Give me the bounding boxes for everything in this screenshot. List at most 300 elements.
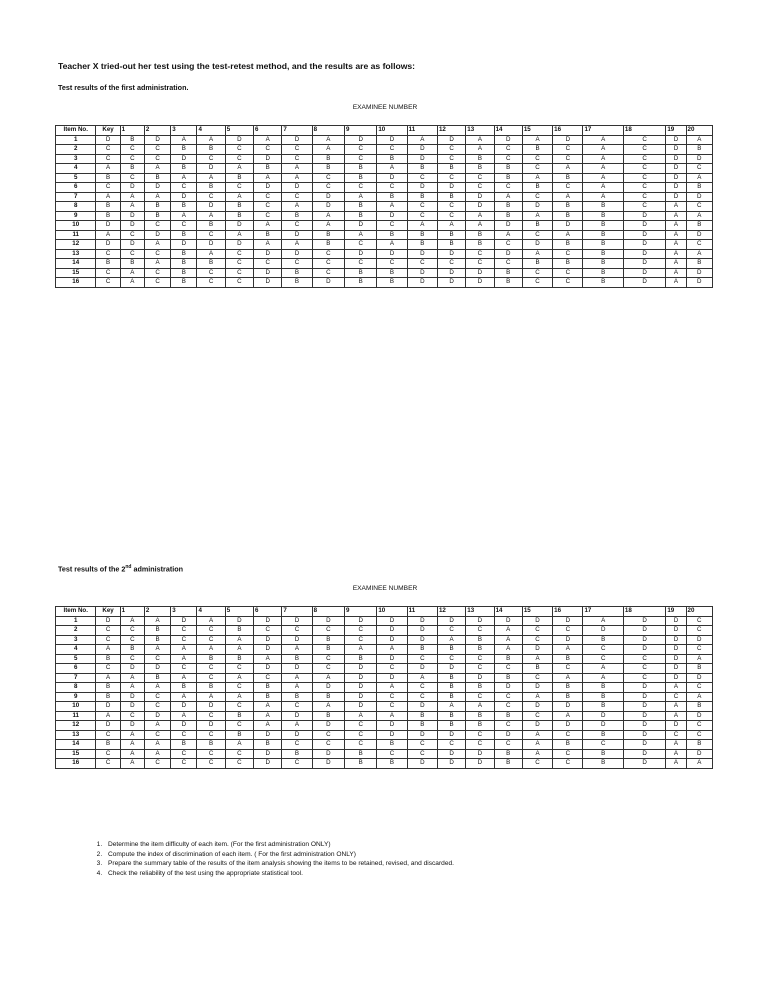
response-cell: D (623, 635, 665, 645)
response-cell: B (225, 211, 253, 221)
response-cell: C (494, 702, 522, 712)
header-key: Key (96, 126, 120, 136)
response-cell: B (171, 145, 197, 155)
response-cell: D (686, 230, 712, 240)
header-examinee: 17 (583, 126, 623, 136)
item-number-cell: 8 (56, 202, 96, 212)
response-cell: D (377, 173, 407, 183)
response-cell: D (494, 249, 522, 259)
response-cell: B (225, 711, 253, 721)
response-cell: A (144, 240, 170, 250)
item-number-cell: 1 (56, 135, 96, 145)
response-cell: D (225, 616, 253, 626)
response-cell: C (407, 740, 437, 750)
response-cell: C (144, 145, 170, 155)
response-cell: D (345, 616, 377, 626)
response-cell: D (345, 683, 377, 693)
response-cell: B (171, 683, 197, 693)
response-cell: D (666, 721, 686, 731)
response-cell: C (197, 268, 225, 278)
response-cell: C (494, 240, 522, 250)
response-cell: C (120, 230, 144, 240)
response-cell: A (583, 616, 623, 626)
response-cell: B (466, 721, 494, 731)
response-cell: C (312, 740, 344, 750)
response-cell: D (666, 145, 686, 155)
response-cell: D (407, 759, 437, 769)
answer-key-cell: B (96, 259, 120, 269)
response-cell: D (120, 211, 144, 221)
response-cell: A (254, 721, 282, 731)
response-cell: C (225, 702, 253, 712)
response-cell: D (623, 616, 665, 626)
item-number-cell: 4 (56, 164, 96, 174)
table-row (56, 192, 713, 202)
response-cell: C (437, 740, 465, 750)
response-cell: C (171, 183, 197, 193)
response-cell: C (171, 759, 197, 769)
response-cell: C (197, 730, 225, 740)
response-cell: C (377, 664, 407, 674)
response-cell: C (144, 154, 170, 164)
response-cell: D (666, 164, 686, 174)
response-cell: C (522, 192, 552, 202)
response-cell: A (144, 259, 170, 269)
response-cell: D (407, 249, 437, 259)
response-cell: B (312, 230, 344, 240)
response-cell: B (553, 692, 583, 702)
response-cell: C (686, 616, 712, 626)
response-cell: A (312, 221, 344, 231)
response-cell: C (407, 749, 437, 759)
response-cell: D (377, 730, 407, 740)
response-cell: D (144, 230, 170, 240)
answer-key-cell: C (96, 759, 120, 769)
header-examinee: 13 (466, 607, 494, 617)
response-cell: C (254, 673, 282, 683)
response-cell: D (623, 721, 665, 731)
response-cell: B (197, 683, 225, 693)
response-cell: A (120, 268, 144, 278)
response-cell: C (225, 268, 253, 278)
answer-key-cell: C (96, 249, 120, 259)
response-cell: A (522, 740, 552, 750)
response-cell: C (197, 759, 225, 769)
response-cell: C (171, 664, 197, 674)
response-cell: D (225, 240, 253, 250)
response-cell: B (553, 259, 583, 269)
response-cell: C (171, 749, 197, 759)
response-cell: B (466, 711, 494, 721)
response-cell: B (197, 145, 225, 155)
response-cell: B (312, 692, 344, 702)
first-admin-title: Test results of the first administration. (58, 83, 189, 92)
response-cell: B (437, 721, 465, 731)
response-cell: D (377, 721, 407, 731)
response-cell: C (345, 721, 377, 731)
response-cell: C (312, 173, 344, 183)
response-cell: C (197, 673, 225, 683)
response-cell: B (522, 259, 552, 269)
response-cell: B (553, 740, 583, 750)
response-cell: D (312, 278, 344, 288)
response-cell: A (666, 249, 686, 259)
response-cell: B (407, 230, 437, 240)
response-cell: C (522, 268, 552, 278)
response-cell: C (312, 259, 344, 269)
response-cell: C (377, 221, 407, 231)
response-cell: A (666, 268, 686, 278)
item-number-cell: 6 (56, 664, 96, 674)
response-cell: D (254, 154, 282, 164)
table-header-row (56, 607, 713, 617)
response-cell: D (494, 616, 522, 626)
response-cell: C (282, 154, 312, 164)
response-cell: A (120, 673, 144, 683)
response-cell: C (254, 145, 282, 155)
response-cell: D (686, 268, 712, 278)
response-cell: D (466, 278, 494, 288)
response-cell: B (466, 230, 494, 240)
response-cell: C (522, 164, 552, 174)
response-cell: C (120, 654, 144, 664)
response-cell: A (522, 692, 552, 702)
response-cell: D (254, 730, 282, 740)
header-examinee: 8 (312, 126, 344, 136)
response-cell: B (522, 183, 552, 193)
table-row (56, 654, 713, 664)
second-admin-title-sup: nd (125, 564, 132, 570)
response-cell: A (666, 230, 686, 240)
header-examinee: 19 (666, 126, 686, 136)
response-cell: D (623, 692, 665, 702)
response-cell: C (494, 259, 522, 269)
response-cell: D (312, 759, 344, 769)
response-cell: C (225, 145, 253, 155)
response-cell: A (225, 230, 253, 240)
table-row (56, 683, 713, 693)
table-row (56, 211, 713, 221)
response-cell: B (225, 626, 253, 636)
response-cell: C (494, 664, 522, 674)
response-cell: D (144, 711, 170, 721)
table-row (56, 702, 713, 712)
response-cell: C (494, 721, 522, 731)
response-cell: D (377, 249, 407, 259)
response-cell: A (120, 759, 144, 769)
response-cell: A (583, 173, 623, 183)
response-cell: D (686, 749, 712, 759)
response-cell: A (171, 654, 197, 664)
response-cell: A (666, 240, 686, 250)
response-cell: A (197, 645, 225, 655)
answer-key-cell: A (96, 164, 120, 174)
header-examinee: 15 (522, 607, 552, 617)
header-examinee: 3 (171, 607, 197, 617)
response-cell: A (553, 164, 583, 174)
table-row (56, 249, 713, 259)
response-cell: D (377, 135, 407, 145)
response-cell: A (171, 173, 197, 183)
response-cell: C (407, 654, 437, 664)
response-cell: C (407, 692, 437, 702)
response-cell: B (144, 202, 170, 212)
response-cell: C (225, 664, 253, 674)
response-cell: C (120, 635, 144, 645)
response-cell: B (437, 673, 465, 683)
response-cell: C (623, 173, 665, 183)
response-cell: B (254, 740, 282, 750)
response-cell: C (144, 278, 170, 288)
response-cell: D (345, 673, 377, 683)
response-cell: D (345, 692, 377, 702)
response-cell: B (282, 749, 312, 759)
response-cell: A (437, 221, 465, 231)
response-cell: A (282, 240, 312, 250)
response-cell: A (377, 711, 407, 721)
response-cell: C (466, 654, 494, 664)
response-cell: A (312, 673, 344, 683)
answer-key-cell: A (96, 711, 120, 721)
response-cell: B (345, 759, 377, 769)
response-cell: C (225, 183, 253, 193)
response-cell: B (171, 278, 197, 288)
response-cell: C (623, 164, 665, 174)
response-cell: C (144, 654, 170, 664)
response-cell: D (437, 664, 465, 674)
answer-key-cell: B (96, 173, 120, 183)
table-row (56, 173, 713, 183)
response-cell: C (686, 683, 712, 693)
response-cell: D (666, 173, 686, 183)
response-cell: B (553, 654, 583, 664)
response-cell: B (494, 278, 522, 288)
response-cell: D (583, 626, 623, 636)
response-cell: B (583, 249, 623, 259)
response-cell: A (345, 230, 377, 240)
response-cell: D (466, 749, 494, 759)
response-cell: A (144, 645, 170, 655)
response-cell: A (377, 240, 407, 250)
item-number-cell: 9 (56, 211, 96, 221)
instruction-item: 4. Check the reliability of the test using the appropriate statistical tool. (104, 870, 710, 877)
response-cell: A (666, 202, 686, 212)
response-cell: D (407, 268, 437, 278)
response-cell: B (312, 240, 344, 250)
response-cell: A (466, 135, 494, 145)
response-cell: D (522, 240, 552, 250)
response-cell: D (553, 616, 583, 626)
response-cell: D (282, 635, 312, 645)
intro-text: Teacher X tried-out her test using the test-retest method, and the results are as follows: (58, 61, 416, 71)
item-number-cell: 2 (56, 626, 96, 636)
response-cell: C (197, 230, 225, 240)
response-cell: C (466, 692, 494, 702)
response-cell: C (686, 202, 712, 212)
answer-key-cell: A (96, 192, 120, 202)
answer-key-cell: C (96, 635, 120, 645)
response-cell: C (466, 740, 494, 750)
response-cell: B (407, 645, 437, 655)
response-cell: C (312, 664, 344, 674)
response-cell: A (254, 135, 282, 145)
response-cell: A (494, 635, 522, 645)
response-cell: D (623, 626, 665, 636)
response-cell: C (407, 173, 437, 183)
response-cell: B (686, 702, 712, 712)
response-cell: C (522, 759, 552, 769)
response-cell: C (437, 654, 465, 664)
response-cell: C (522, 278, 552, 288)
instructions-list (90, 841, 710, 877)
table-row (56, 673, 713, 683)
response-cell: C (225, 683, 253, 693)
response-cell: B (407, 721, 437, 731)
response-cell: C (171, 626, 197, 636)
header-examinee: 10 (377, 126, 407, 136)
response-cell: B (144, 173, 170, 183)
response-cell: D (666, 654, 686, 664)
header-examinee: 7 (282, 607, 312, 617)
response-cell: B (494, 164, 522, 174)
response-cell: A (522, 730, 552, 740)
response-cell: C (466, 626, 494, 636)
response-cell: C (144, 730, 170, 740)
table-row (56, 664, 713, 674)
response-cell: A (522, 135, 552, 145)
response-cell: C (120, 626, 144, 636)
response-cell: C (437, 145, 465, 155)
response-cell: B (466, 154, 494, 164)
response-cell: C (583, 645, 623, 655)
response-cell: B (345, 202, 377, 212)
response-cell: C (312, 654, 344, 664)
response-cell: B (466, 683, 494, 693)
header-examinee: 5 (225, 607, 253, 617)
response-cell: A (225, 635, 253, 645)
response-cell: C (282, 740, 312, 750)
answer-key-cell: C (96, 730, 120, 740)
response-cell: A (225, 673, 253, 683)
table-row (56, 183, 713, 193)
response-cell: D (120, 692, 144, 702)
response-cell: C (686, 164, 712, 174)
response-cell: B (197, 183, 225, 193)
response-cell: D (407, 616, 437, 626)
header-item-no: Item No. (56, 607, 96, 617)
response-cell: B (345, 654, 377, 664)
second-admin-table (55, 606, 713, 769)
response-cell: C (377, 749, 407, 759)
response-cell: C (553, 154, 583, 164)
response-cell: D (407, 154, 437, 164)
response-cell: C (345, 240, 377, 250)
response-cell: D (623, 702, 665, 712)
header-examinee: 16 (553, 126, 583, 136)
response-cell: C (144, 268, 170, 278)
response-cell: B (120, 135, 144, 145)
response-cell: A (312, 211, 344, 221)
response-cell: B (171, 230, 197, 240)
response-cell: D (282, 249, 312, 259)
response-cell: D (282, 230, 312, 240)
response-cell: D (282, 664, 312, 674)
response-cell: B (407, 164, 437, 174)
response-cell: D (254, 278, 282, 288)
response-cell: D (254, 664, 282, 674)
response-cell: C (583, 740, 623, 750)
response-cell: A (225, 164, 253, 174)
response-cell: A (437, 635, 465, 645)
response-cell: D (494, 730, 522, 740)
response-cell: D (345, 664, 377, 674)
response-cell: B (437, 645, 465, 655)
response-cell: D (197, 240, 225, 250)
response-cell: D (407, 183, 437, 193)
response-cell: D (666, 135, 686, 145)
response-cell: B (522, 221, 552, 231)
response-cell: C (345, 635, 377, 645)
response-cell: B (583, 759, 623, 769)
response-cell: D (254, 759, 282, 769)
response-cell: D (466, 616, 494, 626)
answer-key-cell: C (96, 664, 120, 674)
response-cell: D (225, 135, 253, 145)
response-cell: A (466, 211, 494, 221)
response-cell: B (466, 645, 494, 655)
response-cell: C (623, 673, 665, 683)
answer-key-cell: C (96, 749, 120, 759)
response-cell: C (197, 154, 225, 164)
response-cell: C (553, 730, 583, 740)
response-cell: C (466, 664, 494, 674)
response-cell: D (120, 702, 144, 712)
response-cell: D (407, 664, 437, 674)
response-cell: B (494, 673, 522, 683)
response-cell: D (623, 268, 665, 278)
response-cell: C (553, 664, 583, 674)
response-cell: C (282, 759, 312, 769)
response-cell: B (494, 202, 522, 212)
item-number-cell: 5 (56, 173, 96, 183)
response-cell: D (437, 616, 465, 626)
response-cell: B (197, 221, 225, 231)
response-cell: D (312, 749, 344, 759)
response-cell: D (522, 683, 552, 693)
response-cell: A (345, 645, 377, 655)
table-row (56, 759, 713, 769)
response-cell: C (623, 192, 665, 202)
response-cell: C (254, 192, 282, 202)
response-cell: A (686, 249, 712, 259)
response-cell: B (553, 202, 583, 212)
response-cell: C (312, 249, 344, 259)
response-cell: A (254, 654, 282, 664)
item-number-cell: 14 (56, 259, 96, 269)
response-cell: D (494, 135, 522, 145)
response-cell: D (437, 278, 465, 288)
response-cell: D (312, 192, 344, 202)
response-cell: C (254, 202, 282, 212)
response-cell: C (171, 221, 197, 231)
answer-key-cell: C (96, 626, 120, 636)
response-cell: C (666, 730, 686, 740)
response-cell: B (583, 683, 623, 693)
response-cell: A (120, 616, 144, 626)
response-cell: C (225, 259, 253, 269)
response-cell: D (377, 673, 407, 683)
table-row (56, 145, 713, 155)
